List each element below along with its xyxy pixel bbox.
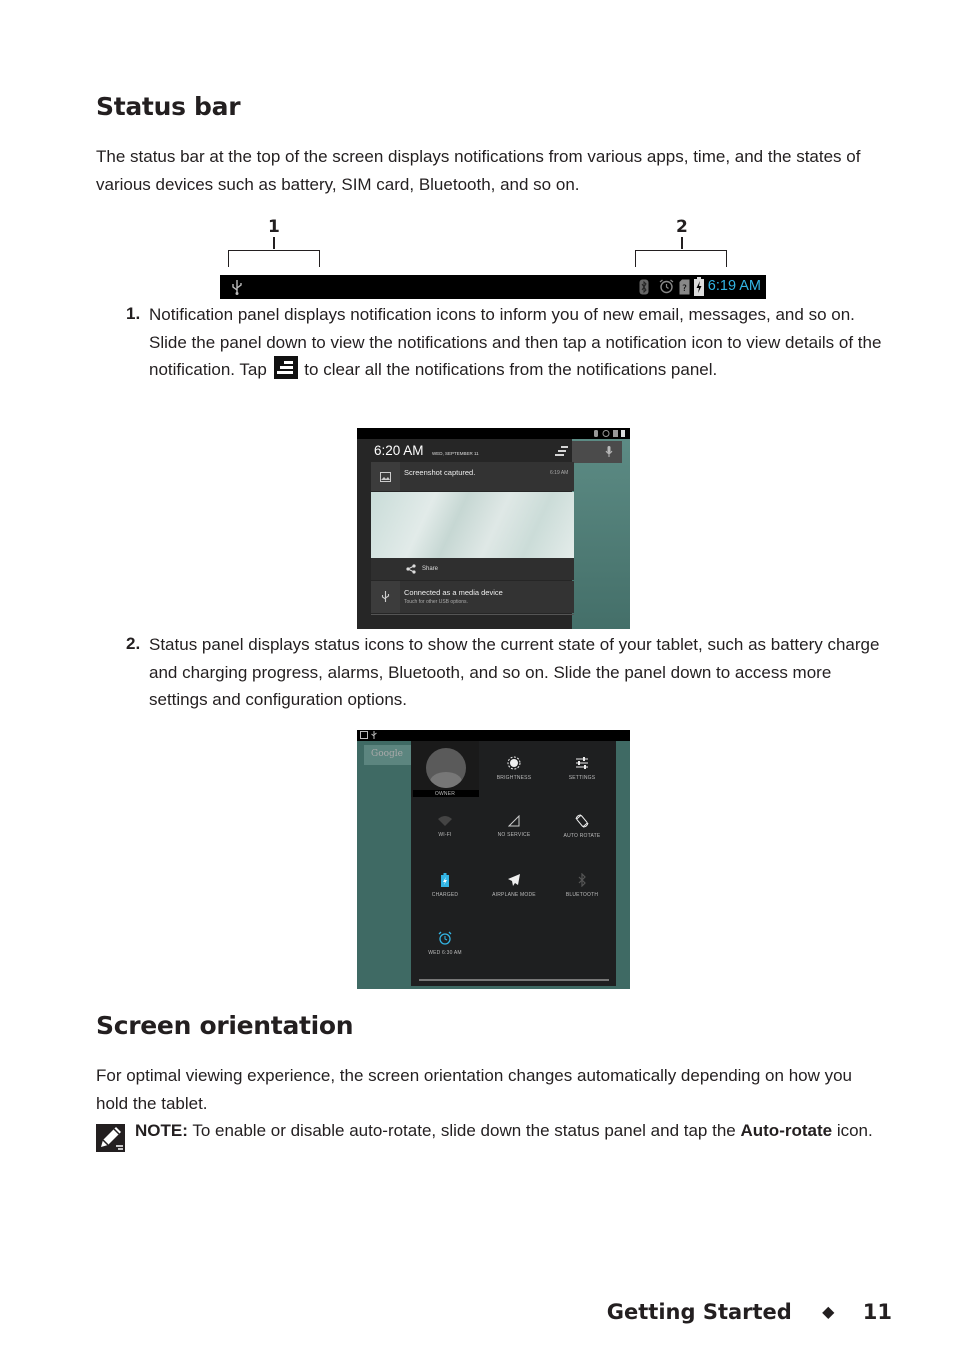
usb-subtitle: Touch for other USB options. bbox=[404, 599, 468, 605]
settings-icon bbox=[575, 756, 589, 770]
callout-2-bracket bbox=[635, 250, 727, 267]
sim-icon bbox=[679, 279, 690, 295]
footer-diamond-icon: ◆ bbox=[822, 1302, 835, 1321]
tile-brightness[interactable] bbox=[480, 756, 548, 781]
bluetooth-off-icon bbox=[578, 873, 586, 887]
callout-1: 1 bbox=[268, 217, 280, 237]
mic-icon bbox=[605, 446, 613, 458]
clear-notifications-icon bbox=[274, 356, 298, 379]
page-footer bbox=[607, 1300, 892, 1324]
list-number-2: 2. bbox=[126, 634, 141, 653]
list-number-1: 1. bbox=[126, 304, 141, 323]
wifi-icon bbox=[438, 815, 452, 827]
brightness-icon bbox=[507, 756, 521, 770]
tile-auto-rotate[interactable] bbox=[548, 814, 616, 839]
tile-wifi-label: WI-FI bbox=[438, 832, 452, 838]
callout-1-bracket bbox=[228, 250, 320, 267]
tile-alarm[interactable] bbox=[411, 931, 479, 956]
tile-no-service-label: NO SERVICE bbox=[497, 832, 531, 838]
item1-text-before: Notification panel displays notification icons to inform you of new email, messages, and so on. Slide the panel down to view the notifications and then tap a notification icon to view details of the notification. Tap bbox=[149, 305, 882, 379]
screenshot-preview bbox=[371, 492, 574, 558]
battery-charging-icon bbox=[694, 277, 704, 296]
panel-handle[interactable] bbox=[419, 979, 609, 981]
alarm-icon bbox=[659, 279, 674, 294]
item1-text-after: to clear all the notifications from the notifications panel. bbox=[304, 360, 718, 379]
tile-charged[interactable] bbox=[411, 873, 479, 898]
note-icon bbox=[96, 1124, 125, 1152]
signal-icon bbox=[508, 815, 520, 827]
tile-brightness-label: BRIGHTNESS bbox=[496, 775, 532, 781]
section-heading-screen-orientation: Screen orientation bbox=[96, 1011, 354, 1040]
footer-section: Getting Started bbox=[606, 1300, 792, 1324]
tile-bluetooth-label: BLUETOOTH bbox=[565, 892, 599, 898]
battery-charged-icon bbox=[441, 873, 449, 887]
notification-panel-screenshot bbox=[357, 428, 630, 629]
tile-airplane-mode[interactable] bbox=[480, 873, 548, 898]
note-auto-rotate: Auto-rotate bbox=[740, 1121, 833, 1140]
usb-title: Connected as a media device bbox=[404, 588, 503, 597]
tile-owner-label: OWNER bbox=[434, 791, 456, 797]
status-panel-screenshot bbox=[357, 730, 630, 989]
alarm-clock-icon bbox=[438, 931, 452, 945]
tile-auto-rotate-label: AUTO ROTATE bbox=[563, 833, 601, 839]
status-bar-image bbox=[220, 275, 766, 299]
status-panel-description: Status panel displays status icons to show the current state of your tablet, such as battery charge and charging progress, alarms, Bluetooth, and so on. Slide the panel down to access more settings and configuration options. bbox=[149, 635, 880, 709]
note-body: To enable or disable auto-rotate, slide down the status panel and tap the bbox=[192, 1121, 736, 1140]
svg-text:?: ? bbox=[682, 284, 687, 294]
bluetooth-icon bbox=[639, 279, 649, 295]
tile-bluetooth[interactable] bbox=[548, 873, 616, 898]
notification-panel-description bbox=[149, 301, 894, 384]
tile-airplane-mode-label: AIRPLANE MODE bbox=[492, 892, 536, 898]
panel-time: 6:20 AM bbox=[374, 443, 424, 458]
owner-avatar bbox=[426, 748, 466, 788]
note-end: icon. bbox=[836, 1121, 873, 1140]
panel-clear-icon bbox=[555, 445, 569, 457]
tile-wifi[interactable] bbox=[411, 815, 479, 838]
tile-alarm-label: WED 6:30 AM bbox=[428, 950, 462, 956]
image-icon bbox=[380, 472, 391, 482]
footer-page-number: 11 bbox=[862, 1300, 892, 1324]
callout-2: 2 bbox=[676, 217, 688, 237]
note-label: NOTE: bbox=[135, 1121, 188, 1140]
share-label: Share bbox=[422, 566, 439, 572]
callout-2-stem bbox=[681, 237, 683, 249]
google-search-label: Google bbox=[371, 749, 403, 759]
section-heading-status-bar: Status bar bbox=[96, 92, 241, 121]
share-icon bbox=[406, 564, 416, 574]
tile-settings-label: SETTINGS bbox=[568, 775, 596, 781]
tile-charged-label: CHARGED bbox=[431, 892, 459, 898]
usb-notification-icon bbox=[381, 591, 390, 603]
callout-1-stem bbox=[273, 237, 275, 249]
note-text bbox=[135, 1120, 875, 1143]
orientation-intro: For optimal viewing experience, the screen orientation changes automatically depending on how you hold the tablet. bbox=[96, 1066, 853, 1113]
airplane-icon bbox=[507, 873, 521, 887]
tile-settings[interactable] bbox=[548, 756, 616, 781]
status-bar-intro: The status bar at the top of the screen displays notifications from various apps, time, and the states of various devices such as battery, SIM card, Bluetooth, and so on. bbox=[96, 147, 861, 194]
auto-rotate-icon bbox=[575, 814, 589, 828]
panel-date: WED, SEPTEMBER 11 bbox=[432, 451, 479, 456]
screenshot-title: Screenshot captured. bbox=[404, 468, 476, 477]
tile-no-service[interactable] bbox=[480, 815, 548, 838]
panel-top-icons bbox=[360, 731, 380, 740]
usb-icon bbox=[231, 279, 243, 295]
screenshot-time: 6:19 AM bbox=[550, 470, 569, 476]
panel-status-icons bbox=[593, 429, 627, 438]
tile-owner[interactable] bbox=[411, 791, 479, 797]
status-bar-time: 6:19 AM bbox=[707, 278, 761, 294]
